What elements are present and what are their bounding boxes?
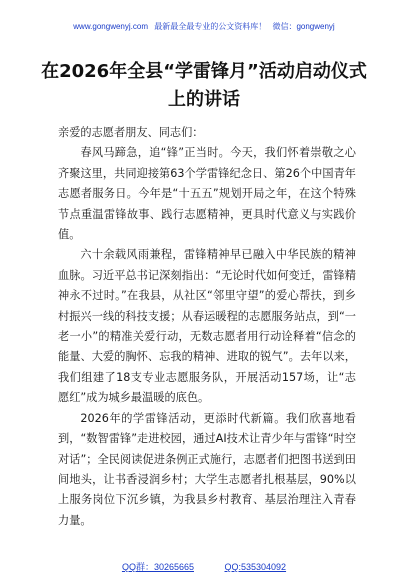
footer-qq-link[interactable]: QQ:535304092 [224, 562, 287, 572]
salutation: 亲爱的志愿者朋友、同志们： [58, 126, 204, 139]
body-paragraph-3: 2026年的学雷锋活动，更添时代新篇。我们欣喜地看到，“数智雷锋”走进校园，通过AI技术让青少年与雷锋“时空对话”；全民阅读促进条例正式施行，志愿者们把图书送到田间地头，让书香浸润乡村；大学生志愿者扎根基层，90%以上服务岗位下沉乡镇，为我县乡村教育、基层治理注入青春力量。 [58, 411, 356, 527]
document-body [58, 123, 356, 531]
document-title: 在2026年全县“学雷锋月”活动启动仪式上的讲话 [41, 61, 367, 110]
header-site-link[interactable]: www.gongwenyj.com [73, 22, 148, 31]
header-wechat: 微信：gongwenyj [272, 22, 335, 31]
footer-qq-group-link[interactable]: QQ群：30265665 [121, 562, 194, 572]
page-header [0, 22, 408, 32]
page-footer [0, 562, 408, 573]
body-paragraph-1: 春风马蹄急，追“锋”正当时。今天，我们怀着崇敬之心齐聚这里，共同迎接第63个学雷锋纪念日、第26个中国青年志愿者服务日。今年是“十五五”规划开局之年，在这个特殊节点重温雷锋故事、践行志愿精神，更具时代意义与实践价值。 [58, 146, 356, 242]
header-tagline: 最新最全最专业的公文资料库！ [154, 22, 267, 31]
body-paragraph-2: 六十余载风雨兼程，雷锋精神早已融入中华民族的精神血脉。习近平总书记深刻指出：“无论时代如何变迁，雷锋精神永不过时。”在我县，从社区“邻里守望”的爱心帮扶，到乡村振兴一线的科技支援；从春运暖程的志愿服务站点，到“一老一小”的精准关爱行动，无数志愿者用行动诠释着“信念的能量、大爱的胸怀、忘我的精神、进取的锐气”。去年以来，我们组建了18支专业志愿服务队，开展活动157场，让“志愿红”成为城乡最温暖的底色。 [58, 248, 356, 405]
